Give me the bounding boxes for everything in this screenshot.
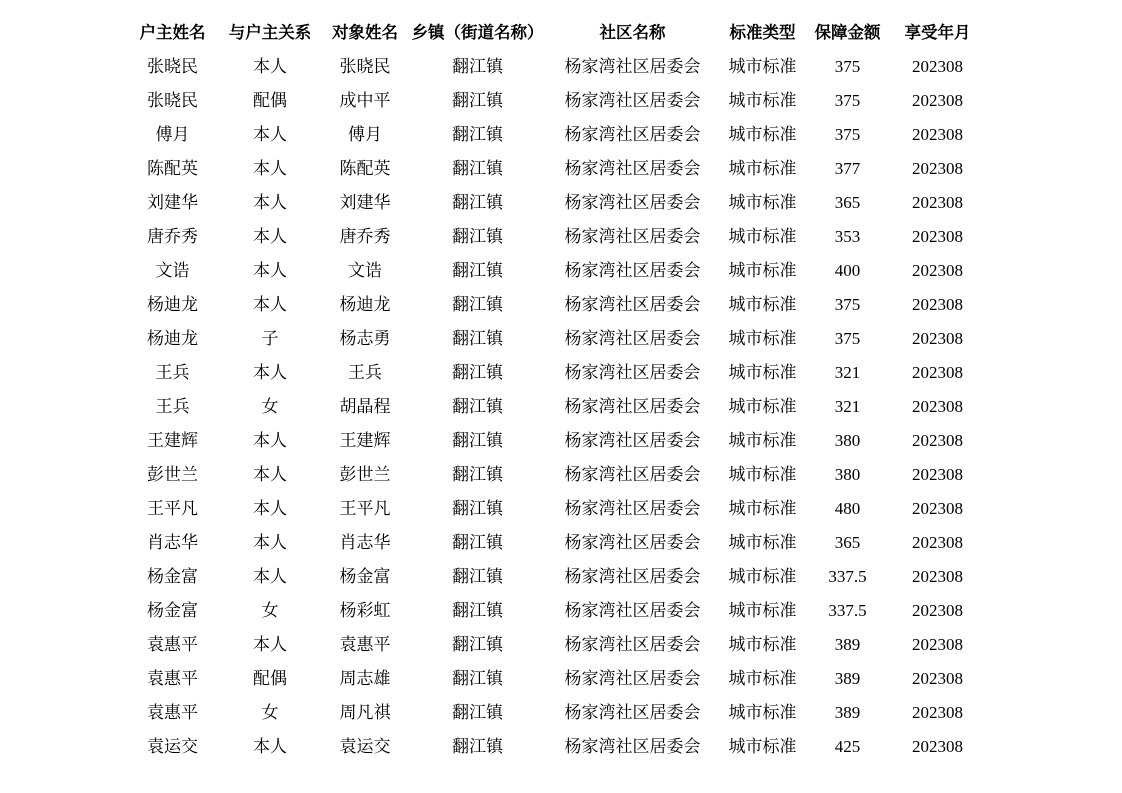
table-row bbox=[125, 526, 985, 560]
cell-amount: 389 bbox=[834, 703, 861, 722]
cell-township: 翻江镇 bbox=[452, 703, 503, 722]
cell-amount: 337.5 bbox=[828, 567, 867, 586]
cell-community: 杨家湾社区居委会 bbox=[564, 329, 701, 348]
cell-standard-type: 城市标准 bbox=[728, 91, 797, 110]
cell-relation: 本人 bbox=[253, 499, 287, 518]
cell-standard-type: 城市标准 bbox=[728, 703, 797, 722]
cell-township: 翻江镇 bbox=[452, 57, 503, 76]
cell-community: 杨家湾社区居委会 bbox=[564, 159, 701, 178]
table-row bbox=[125, 424, 985, 458]
cell-township: 翻江镇 bbox=[452, 159, 503, 178]
cell-community: 杨家湾社区居委会 bbox=[564, 227, 701, 246]
cell-relation: 配偶 bbox=[253, 669, 287, 688]
cell-community: 杨家湾社区居委会 bbox=[564, 601, 701, 620]
cell-standard-type: 城市标准 bbox=[728, 533, 797, 552]
cell-period: 202308 bbox=[912, 533, 963, 552]
cell-township: 翻江镇 bbox=[452, 737, 503, 756]
cell-period: 202308 bbox=[912, 635, 963, 654]
column-header-township: 乡镇（街道名称） bbox=[411, 24, 544, 42]
cell-standard-type: 城市标准 bbox=[728, 227, 797, 246]
cell-relation: 本人 bbox=[253, 193, 287, 212]
cell-household-head: 陈配英 bbox=[147, 159, 198, 178]
cell-relation: 本人 bbox=[253, 533, 287, 552]
table-row bbox=[125, 186, 985, 220]
table-row bbox=[125, 390, 985, 424]
cell-township: 翻江镇 bbox=[452, 261, 503, 280]
cell-period: 202308 bbox=[912, 703, 963, 722]
cell-period: 202308 bbox=[912, 567, 963, 586]
cell-community: 杨家湾社区居委会 bbox=[564, 125, 701, 144]
cell-period: 202308 bbox=[912, 261, 963, 280]
cell-amount: 480 bbox=[834, 499, 861, 518]
cell-amount: 389 bbox=[834, 669, 861, 688]
cell-amount: 425 bbox=[834, 737, 861, 756]
cell-amount: 380 bbox=[834, 431, 861, 450]
cell-amount: 377 bbox=[834, 159, 861, 178]
cell-household-head: 袁惠平 bbox=[147, 635, 198, 654]
cell-period: 202308 bbox=[912, 465, 963, 484]
cell-amount: 375 bbox=[834, 295, 861, 314]
cell-household-head: 唐乔秀 bbox=[147, 227, 198, 246]
cell-standard-type: 城市标准 bbox=[728, 669, 797, 688]
cell-community: 杨家湾社区居委会 bbox=[564, 397, 701, 416]
column-header-household-head: 户主姓名 bbox=[139, 24, 206, 42]
table-header-row bbox=[125, 16, 985, 50]
cell-subject-name: 袁惠平 bbox=[339, 635, 391, 654]
cell-township: 翻江镇 bbox=[452, 669, 503, 688]
cell-amount: 321 bbox=[834, 363, 861, 382]
cell-amount: 400 bbox=[834, 261, 861, 280]
cell-subject-name: 彭世兰 bbox=[339, 465, 391, 484]
cell-subject-name: 陈配英 bbox=[339, 159, 391, 178]
cell-subject-name: 杨迪龙 bbox=[339, 295, 391, 314]
cell-relation: 本人 bbox=[253, 125, 287, 144]
cell-standard-type: 城市标准 bbox=[728, 499, 797, 518]
cell-household-head: 肖志华 bbox=[147, 533, 198, 552]
cell-community: 杨家湾社区居委会 bbox=[564, 193, 701, 212]
cell-amount: 380 bbox=[834, 465, 861, 484]
cell-township: 翻江镇 bbox=[452, 499, 503, 518]
cell-township: 翻江镇 bbox=[452, 397, 503, 416]
cell-period: 202308 bbox=[912, 397, 963, 416]
cell-subject-name: 杨志勇 bbox=[339, 329, 391, 348]
table-row bbox=[125, 356, 985, 390]
cell-subject-name: 唐乔秀 bbox=[339, 227, 391, 246]
cell-township: 翻江镇 bbox=[452, 91, 503, 110]
cell-amount: 375 bbox=[834, 329, 861, 348]
cell-amount: 321 bbox=[834, 397, 861, 416]
cell-amount: 375 bbox=[834, 57, 861, 76]
cell-relation: 本人 bbox=[253, 465, 287, 484]
cell-township: 翻江镇 bbox=[452, 635, 503, 654]
cell-period: 202308 bbox=[912, 601, 963, 620]
cell-standard-type: 城市标准 bbox=[728, 567, 797, 586]
cell-household-head: 杨金富 bbox=[147, 601, 198, 620]
table-body bbox=[125, 50, 985, 764]
column-header-amount: 保障金额 bbox=[814, 24, 881, 42]
table-row bbox=[125, 322, 985, 356]
cell-period: 202308 bbox=[912, 669, 963, 688]
cell-subject-name: 文诰 bbox=[348, 261, 382, 280]
cell-relation: 本人 bbox=[253, 431, 287, 450]
cell-township: 翻江镇 bbox=[452, 227, 503, 246]
cell-township: 翻江镇 bbox=[452, 431, 503, 450]
cell-period: 202308 bbox=[912, 57, 963, 76]
column-header-period: 享受年月 bbox=[904, 24, 971, 42]
cell-relation: 女 bbox=[261, 397, 279, 416]
cell-household-head: 傅月 bbox=[155, 125, 190, 144]
cell-subject-name: 张晓民 bbox=[339, 57, 391, 76]
cell-relation: 本人 bbox=[253, 567, 287, 586]
cell-household-head: 袁运交 bbox=[147, 737, 198, 756]
cell-amount: 365 bbox=[834, 193, 861, 212]
cell-subject-name: 肖志华 bbox=[339, 533, 391, 552]
cell-community: 杨家湾社区居委会 bbox=[564, 363, 701, 382]
table-row bbox=[125, 696, 985, 730]
table-row bbox=[125, 84, 985, 118]
cell-township: 翻江镇 bbox=[452, 193, 503, 212]
cell-amount: 337.5 bbox=[828, 601, 867, 620]
cell-household-head: 杨金富 bbox=[147, 567, 198, 586]
cell-household-head: 杨迪龙 bbox=[147, 329, 198, 348]
table-row bbox=[125, 118, 985, 152]
cell-standard-type: 城市标准 bbox=[728, 601, 797, 620]
cell-period: 202308 bbox=[912, 431, 963, 450]
cell-standard-type: 城市标准 bbox=[728, 57, 797, 76]
cell-amount: 353 bbox=[834, 227, 861, 246]
cell-relation: 女 bbox=[261, 601, 279, 620]
table-row bbox=[125, 152, 985, 186]
cell-township: 翻江镇 bbox=[452, 465, 503, 484]
table-row bbox=[125, 458, 985, 492]
cell-subject-name: 杨彩虹 bbox=[339, 601, 391, 620]
cell-community: 杨家湾社区居委会 bbox=[564, 533, 701, 552]
cell-community: 杨家湾社区居委会 bbox=[564, 465, 701, 484]
cell-township: 翻江镇 bbox=[452, 125, 503, 144]
cell-period: 202308 bbox=[912, 159, 963, 178]
cell-period: 202308 bbox=[912, 193, 963, 212]
cell-amount: 375 bbox=[834, 125, 861, 144]
cell-relation: 本人 bbox=[253, 295, 287, 314]
cell-household-head: 袁惠平 bbox=[147, 703, 198, 722]
cell-community: 杨家湾社区居委会 bbox=[564, 737, 701, 756]
cell-household-head: 王兵 bbox=[155, 397, 190, 416]
cell-amount: 389 bbox=[834, 635, 861, 654]
cell-community: 杨家湾社区居委会 bbox=[564, 57, 701, 76]
cell-standard-type: 城市标准 bbox=[728, 125, 797, 144]
cell-period: 202308 bbox=[912, 295, 963, 314]
cell-subject-name: 成中平 bbox=[339, 91, 391, 110]
cell-township: 翻江镇 bbox=[452, 363, 503, 382]
cell-subject-name: 胡晶程 bbox=[339, 397, 391, 416]
cell-relation: 本人 bbox=[253, 737, 287, 756]
cell-household-head: 彭世兰 bbox=[147, 465, 198, 484]
column-header-community: 社区名称 bbox=[599, 24, 666, 42]
cell-township: 翻江镇 bbox=[452, 329, 503, 348]
benefits-table bbox=[125, 16, 985, 764]
cell-subject-name: 王建辉 bbox=[339, 431, 391, 450]
cell-household-head: 刘建华 bbox=[147, 193, 198, 212]
cell-subject-name: 刘建华 bbox=[339, 193, 391, 212]
cell-household-head: 王平凡 bbox=[147, 499, 198, 518]
column-header-subject-name: 对象姓名 bbox=[332, 24, 398, 42]
cell-relation: 配偶 bbox=[253, 91, 287, 110]
cell-relation: 本人 bbox=[253, 57, 287, 76]
table-row bbox=[125, 220, 985, 254]
cell-standard-type: 城市标准 bbox=[728, 159, 797, 178]
cell-subject-name: 周志雄 bbox=[339, 669, 391, 688]
cell-township: 翻江镇 bbox=[452, 295, 503, 314]
cell-standard-type: 城市标准 bbox=[728, 465, 797, 484]
table-row bbox=[125, 560, 985, 594]
table-row bbox=[125, 628, 985, 662]
cell-amount: 365 bbox=[834, 533, 861, 552]
cell-standard-type: 城市标准 bbox=[728, 363, 797, 382]
cell-township: 翻江镇 bbox=[452, 601, 503, 620]
cell-community: 杨家湾社区居委会 bbox=[564, 261, 701, 280]
cell-standard-type: 城市标准 bbox=[728, 295, 797, 314]
cell-standard-type: 城市标准 bbox=[728, 193, 797, 212]
cell-period: 202308 bbox=[912, 227, 963, 246]
cell-amount: 375 bbox=[834, 91, 861, 110]
cell-household-head: 张晓民 bbox=[147, 57, 198, 76]
cell-period: 202308 bbox=[912, 329, 963, 348]
cell-period: 202308 bbox=[912, 363, 963, 382]
cell-township: 翻江镇 bbox=[452, 533, 503, 552]
cell-community: 杨家湾社区居委会 bbox=[564, 91, 701, 110]
cell-relation: 本人 bbox=[253, 635, 287, 654]
cell-household-head: 王建辉 bbox=[147, 431, 198, 450]
table-row bbox=[125, 594, 985, 628]
cell-subject-name: 王平凡 bbox=[339, 499, 391, 518]
table-row bbox=[125, 730, 985, 764]
table-row bbox=[125, 254, 985, 288]
cell-household-head: 袁惠平 bbox=[147, 669, 198, 688]
cell-community: 杨家湾社区居委会 bbox=[564, 669, 701, 688]
cell-subject-name: 王兵 bbox=[348, 363, 382, 382]
cell-community: 杨家湾社区居委会 bbox=[564, 295, 701, 314]
table-row bbox=[125, 50, 985, 84]
column-header-relation: 与户主关系 bbox=[228, 24, 312, 42]
cell-household-head: 张晓民 bbox=[147, 91, 198, 110]
cell-standard-type: 城市标准 bbox=[728, 431, 797, 450]
cell-community: 杨家湾社区居委会 bbox=[564, 567, 701, 586]
cell-relation: 本人 bbox=[253, 261, 287, 280]
cell-household-head: 王兵 bbox=[155, 363, 190, 382]
cell-household-head: 杨迪龙 bbox=[147, 295, 198, 314]
cell-period: 202308 bbox=[912, 737, 963, 756]
cell-standard-type: 城市标准 bbox=[728, 397, 797, 416]
cell-period: 202308 bbox=[912, 91, 963, 110]
cell-period: 202308 bbox=[912, 499, 963, 518]
cell-subject-name: 傅月 bbox=[348, 125, 382, 144]
cell-subject-name: 袁运交 bbox=[339, 737, 391, 756]
column-header-standard-type: 标准类型 bbox=[729, 24, 796, 42]
cell-community: 杨家湾社区居委会 bbox=[564, 635, 701, 654]
table-row bbox=[125, 288, 985, 322]
cell-relation: 本人 bbox=[253, 227, 287, 246]
cell-subject-name: 杨金富 bbox=[339, 567, 391, 586]
cell-standard-type: 城市标准 bbox=[728, 329, 797, 348]
cell-community: 杨家湾社区居委会 bbox=[564, 431, 701, 450]
cell-relation: 女 bbox=[261, 703, 279, 722]
cell-relation: 本人 bbox=[253, 363, 287, 382]
cell-community: 杨家湾社区居委会 bbox=[564, 703, 701, 722]
cell-standard-type: 城市标准 bbox=[728, 737, 797, 756]
cell-relation: 子 bbox=[261, 329, 279, 348]
table-row bbox=[125, 662, 985, 696]
cell-township: 翻江镇 bbox=[452, 567, 503, 586]
cell-period: 202308 bbox=[912, 125, 963, 144]
table-row bbox=[125, 492, 985, 526]
cell-standard-type: 城市标准 bbox=[728, 635, 797, 654]
cell-standard-type: 城市标准 bbox=[728, 261, 797, 280]
cell-community: 杨家湾社区居委会 bbox=[564, 499, 701, 518]
cell-household-head: 文诰 bbox=[155, 261, 190, 280]
cell-subject-name: 周凡祺 bbox=[339, 703, 391, 722]
cell-relation: 本人 bbox=[253, 159, 287, 178]
